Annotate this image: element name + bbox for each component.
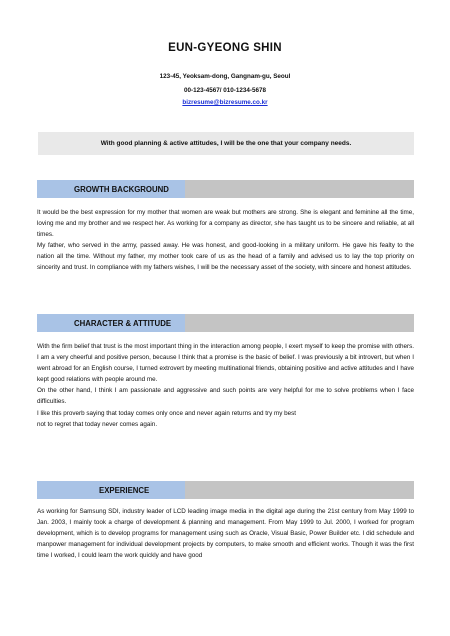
section-header-fill xyxy=(185,481,414,499)
section-title: CHARACTER & ATTITUDE xyxy=(37,314,185,332)
section-header-fill xyxy=(185,180,414,198)
address: 123-45, Yeoksam-dong, Gangnam-gu, Seoul xyxy=(159,73,291,80)
objective-text: With good planning & active attitudes, I will be the one that your company needs. xyxy=(100,140,352,147)
paragraph: It would be the best expression for my mother that women are weak but mothers are strong. She is elegant and feminine all the time, loving me and my brother and we respect her. As working for a company as director, she has taught us to be sincere and reliable, at all times. xyxy=(37,209,414,239)
section-header-character xyxy=(37,314,414,332)
paragraph: not to regret that today never comes again. xyxy=(37,420,158,428)
paragraph: My father, who served in the army, passed away. He was honest, and good-looking in a military uniform. He gave his fealty to the nation all the time. Without my father, my mother took care of us as the head of a family and advised us to lay the top priority on sincerity and trust. In compliance with my fathers wishes, I will be the necessary asset of the society, with sincere and honest attitudes. xyxy=(37,242,414,272)
email-link[interactable]: bizresume@bizresume.co.kr xyxy=(182,99,268,106)
section-title: EXPERIENCE xyxy=(37,481,185,499)
section-body-experience xyxy=(37,506,414,561)
paragraph: On the other hand, I think I am passionate and aggressive and such points are very helpful for me to solve problems when I face difficulties. xyxy=(37,387,414,406)
section-header-experience xyxy=(37,481,414,499)
paragraph: I like this proverb saying that today comes only once and never again returns and try my best xyxy=(37,409,297,417)
objective-box xyxy=(38,132,414,155)
section-body-growth xyxy=(37,207,414,274)
phone-numbers: 00-123-4567/ 010-1234-5678 xyxy=(184,87,266,94)
section-header-growth xyxy=(37,180,414,198)
applicant-name: EUN-GYEONG SHIN xyxy=(168,42,282,54)
section-title: GROWTH BACKGROUND xyxy=(37,180,185,198)
section-body-character xyxy=(37,341,414,430)
paragraph: As working for Samsung SDI, industry leader of LCD leading image media in the digital age during the 21st century from May 1999 to Jan. 2003, I mainly took a charge of development & planning and management. From May 1999 to Jul. 2000, I worked for program development, which is to develop programs for management using such as Oracle, Visual Basic, Power Builder etc. I did schedule and manpower management for individual development projects by computers, to make smooth and efficient works. Though it was the first time I worked, I could learn the work quickly and have good xyxy=(37,508,414,560)
paragraph: With the firm belief that trust is the most important thing in the interaction among people, I exert myself to keep the promise with others. I am a very cheerful and positive person, because I think that a promise is the basic of belief. I was previously a bit introvert, but when I went abroad for an English course, I turned extrovert by meeting multinational friends, obtaining positive and active attitudes and I have kept good relations with people around me. xyxy=(37,343,414,384)
section-header-fill xyxy=(185,314,414,332)
